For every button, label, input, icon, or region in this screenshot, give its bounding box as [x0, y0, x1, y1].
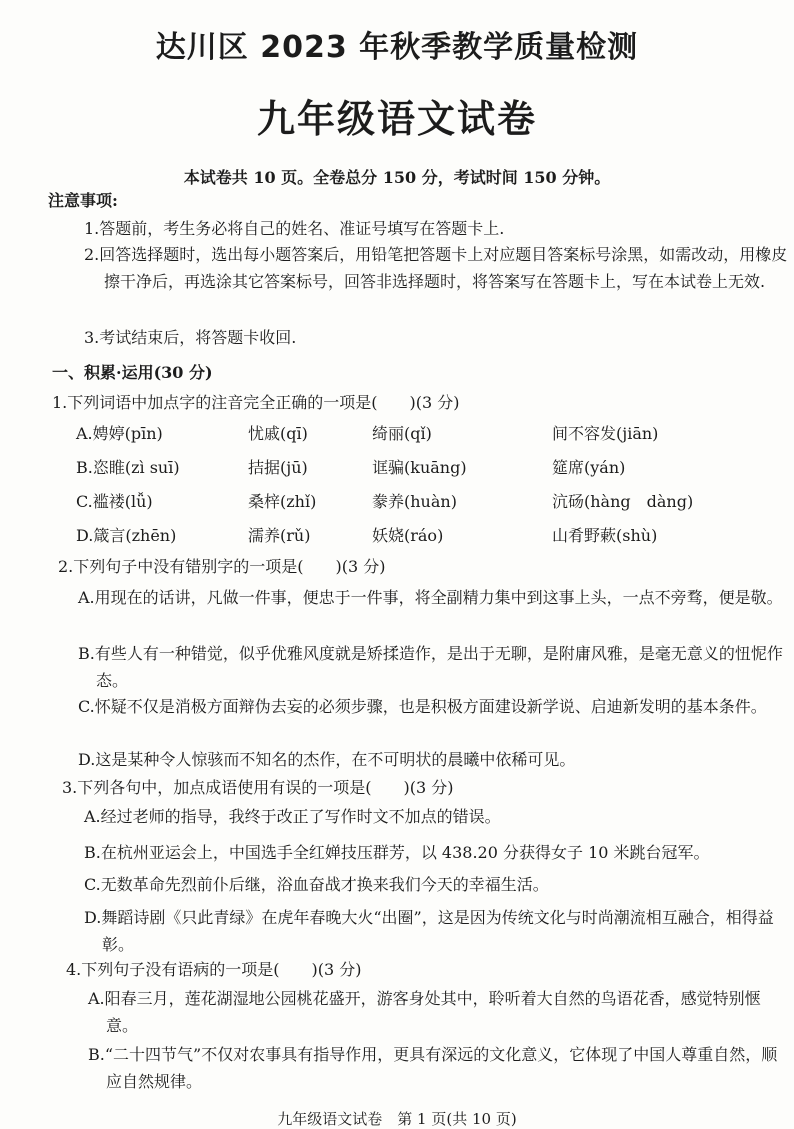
q1-cell: 间不容发(jiān): [552, 424, 659, 443]
notice-item: 3.考试结束后，将答题卡收回.: [84, 328, 297, 347]
question-stem: 4.下列句子没有语病的一项是( )(3 分): [66, 960, 362, 979]
notice-item: 1.答题前，考生务必将自己的姓名、准证号填写在答题卡上.: [84, 219, 505, 238]
section-heading: 一、积累·运用(30 分): [52, 363, 213, 382]
q1-cell: 忧戚(qī): [248, 424, 308, 443]
q1-cell: 绮丽(qǐ): [372, 424, 432, 443]
q2-option: D.这是某种令人惊骇而不知名的杰作，在不可明状的晨曦中依稀可见。: [78, 750, 576, 769]
q4-option: A.阳春三月，莲花湖湿地公园桃花盛开，游客身处其中，聆听着大自然的鸟语花香，感觉特别惬意。: [88, 989, 761, 1035]
q1-cell: 拮据(jū): [248, 458, 308, 477]
q2-option: B.有些人有一种错觉，似乎优雅风度就是矫揉造作，是出于无聊，是附庸风雅，是毫无意义的忸怩作态。: [78, 644, 783, 690]
q2-option: C.怀疑不仅是消极方面辩伪去妄的必须步骤，也是积极方面建设新学说、启迪新发明的基本条件。: [78, 697, 767, 716]
q1-cell: 筵席(yán): [552, 458, 626, 477]
q2-option: A.用现在的话讲，凡做一件事，便忠于一件事，将全副精力集中到这事上头，一点不旁骛，便是敬。: [78, 588, 783, 607]
exam-title: 达川区 2023 年秋季教学质量检测: [155, 30, 639, 65]
q1-cell: 濡养(rǔ): [248, 526, 311, 545]
q4-option: B.“二十四节气”不仅对农事具有指导作用，更具有深远的文化意义，它体现了中国人尊重自然，顺应自然规律。: [88, 1045, 778, 1091]
q1-cell: D.箴言(zhēn): [76, 526, 177, 545]
q1-cell: 妖娆(ráo): [372, 526, 444, 545]
exam-subtitle: 九年级语文试卷: [256, 96, 537, 141]
page-footer: 九年级语文试卷 第 1 页(共 10 页): [277, 1110, 517, 1128]
question-stem: 2.下列句子中没有错别字的一项是( )(3 分): [58, 557, 386, 576]
q3-option: D.舞蹈诗剧《只此青绿》在虎年春晚大火“出圈”，这是因为传统文化与时尚潮流相互融合，相得益彰。: [84, 908, 774, 954]
exam-info: 本试卷共 10 页。全卷总分 150 分，考试时间 150 分钟。: [183, 168, 611, 187]
q1-cell: 沆砀(hàng dàng): [552, 492, 694, 511]
question-stem: 3.下列各句中，加点成语使用有误的一项是( )(3 分): [62, 778, 454, 797]
notice-heading: 注意事项:: [48, 191, 118, 210]
q1-cell: 桑梓(zhǐ): [248, 492, 317, 511]
q3-option: C.无数革命先烈前仆后继，浴血奋战才换来我们今天的幸福生活。: [84, 875, 549, 894]
q1-cell: 诓骗(kuāng): [372, 458, 467, 477]
q3-option: A.经过老师的指导，我终于改正了写作时文不加点的错误。: [84, 807, 501, 826]
q1-cell: A.娉婷(pīn): [76, 424, 163, 443]
q1-cell: C.褴褛(lǚ): [76, 492, 153, 511]
q1-cell: 山肴野蔌(shù): [552, 526, 658, 545]
question-stem: 1.下列词语中加点字的注音完全正确的一项是( )(3 分): [52, 393, 460, 412]
q1-cell: 豢养(huàn): [372, 492, 457, 511]
q1-cell: B.恣睢(zì suī): [76, 458, 180, 477]
notice-item: 2.回答选择题时，选出每小题答案后，用铅笔把答题卡上对应题目答案标号涂黑，如需改动，用橡皮擦干净后，再选涂其它答案标号，回答非选择题时，将答案写在答题卡上，写在本试卷上无效.: [84, 245, 788, 291]
q3-option: B.在杭州亚运会上，中国选手全红婵技压群芳，以 438.20 分获得女子 10 米跳台冠军。: [84, 843, 710, 862]
